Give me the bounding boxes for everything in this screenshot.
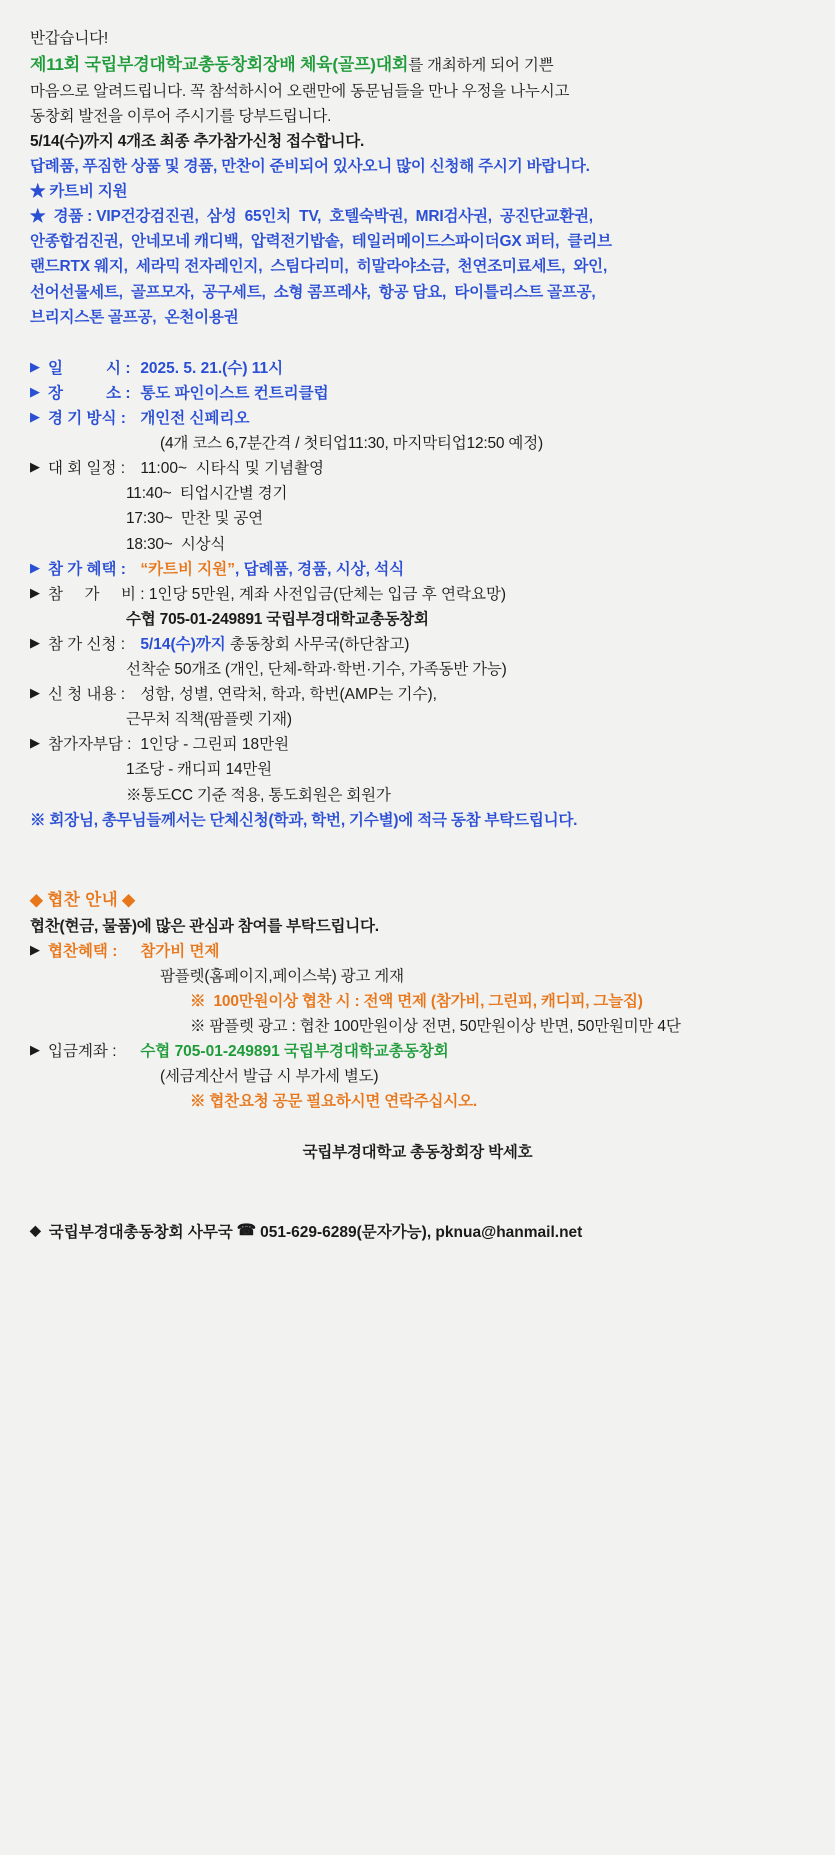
sponsor-doc-note: ※ 협찬요청 공문 필요하시면 연락주십시오. [190,1093,477,1111]
benefit-rest: , 답례품, 경품, 시상, 석식 [234,560,405,578]
schedule-block [48,456,805,481]
prize-line-4: 선어선물세트, 골프모자, 공구세트, 소형 콤프레샤, 항공 담요, 타이틀리스트 골프공, [30,283,596,301]
info-date-value: 2025. 5. 21.(수) 11시 [140,359,284,377]
apply-row [30,632,805,657]
footer-office: 국립부경대총동창회 사무국 [48,1223,233,1241]
benefit-quoted: “카트비 지원” [140,560,235,578]
cost-label: 참가자부담 : [48,736,132,754]
info-date [48,356,805,381]
apply-rest: 총동창회 사무국(하단참고) [225,635,410,653]
cost-sub-line-2: ※통도CC 기준 적용, 통도회원은 회원가 [126,786,391,804]
sponsor-full-exempt-line: ※ 100만원이상 협찬 시 : 전액 면제 (참가비, 그린피, 캐디피, 그늘집) [190,992,643,1010]
title-line [30,51,805,79]
account-block [48,1039,805,1064]
triangle-icon: ▶ [30,559,40,575]
content-value: 성함, 성별, 연락처, 학과, 학번(AMP는 기수), [140,686,437,704]
sponsor-header: 협찬 안내 [47,890,119,909]
triangle-icon: ▶ [30,408,40,424]
sponsor-ad-detail-line: ※ 팜플렛 광고 : 협찬 100만원이상 전면, 50만원이상 반면, 50만원미만 4단 [190,1017,681,1035]
cost-sub-line-1: 1조당 - 캐디피 14만원 [126,761,272,779]
info-place-value: 통도 파인이스트 컨트리클럽 [140,384,329,402]
info-row-place [30,381,805,406]
diamond-icon: ◆ [30,1222,41,1239]
schedule-item-2: 11:40~ 티업시간별 경기 [126,485,288,503]
spacer-after-prizes [30,330,805,356]
sponsor-header-row [30,887,805,914]
prize-line-5: 브리지스톤 골프공, 온천이용권 [30,308,239,326]
schedule-item-1: 11:00~ 시타식 및 기념촬영 [140,460,325,478]
content-label: 신 청 내용 : [48,686,126,704]
triangle-icon: ▶ [30,685,40,701]
prize-label: ★ 경품 : [30,208,93,226]
signature-line: 국립부경대학교 총동창회장 박세호 [302,1144,533,1162]
sponsor-benefit-label: 협찬혜택 : [48,942,118,960]
benefit-row [30,557,805,582]
info-format [48,406,805,431]
prize-line-1: VIP건강검진권, 삼성 65인치 TV, 호텔숙박권, MRI검사권, 공진단교환권, [96,208,593,226]
fee-value: 1인당 5만원, 계좌 사전입금(단체는 입금 후 연락요망) [148,585,507,603]
apply-block [48,632,805,657]
diamond-icon: ◆ [122,890,136,909]
course-note: (4개 코스 6,7분간격 / 첫티업11:30, 마지막티업12:50 예정) [160,435,543,453]
deadline-line: 5/14(수)까지 4개조 최종 추가참가신청 접수합니다. [30,132,365,150]
spacer-before-footer [30,1166,805,1220]
fee-block [48,582,805,607]
schedule-row [30,456,805,481]
spacer-before-signature [30,1114,805,1140]
info-format-value: 개인전 신페리오 [140,409,250,427]
schedule-item-4: 18:30~ 시상식 [126,535,226,553]
sponsor-benefit-value: 참가비 면제 [140,942,220,960]
title-rest: 를 개최하게 되어 기쁜 [408,57,554,75]
schedule-label: 대 회 일정 : [48,460,126,478]
fee-label: 참 가 비 : [48,585,145,603]
info-row-format [30,406,805,431]
triangle-icon: ▶ [30,941,40,957]
cost-block [48,732,805,757]
apply-label: 참 가 신청 : [48,635,126,653]
info-date-label: 일 시 : [48,359,131,377]
sponsor-benefit-block [48,939,805,964]
spacer-before-sponsor [30,833,805,887]
triangle-icon: ▶ [30,459,40,475]
info-place [48,381,805,406]
footer-contact [30,1220,805,1242]
intro-line-3: 동창회 발전을 이루어 주시기를 당부드립니다. [30,107,332,125]
prize-line-3: 랜드RTX 웨지, 세라믹 전자레인지, 스팀다리미, 히말라야소금, 천연조미료세트, 와인, [30,258,608,276]
info-row-date [30,356,805,381]
triangle-icon: ▶ [30,584,40,600]
tax-note-line: (세금계산서 발급 시 부가세 별도) [160,1068,379,1086]
triangle-icon: ▶ [30,634,40,650]
triangle-icon: ▶ [30,383,40,399]
triangle-icon: ▶ [30,1042,40,1058]
title-highlight: 제11회 국립부경대학교총동창회장배 체육(골프)대회 [30,55,409,75]
prize-header [30,204,805,229]
apply-sub-line: 선착순 50개조 (개인, 단체-학과·학번·기수, 가족동반 가능) [126,661,507,679]
fee-account-line: 수협 705-01-249891 국립부경대학교총동창회 [126,610,429,628]
info-place-label: 장 소 : [48,384,131,402]
triangle-icon: ▶ [30,358,40,374]
account-row [30,1039,805,1064]
fee-row [30,582,805,607]
sponsor-benefit-row [30,939,805,964]
cost-row [30,732,805,757]
benefit-label: 참 가 혜택 : [48,560,126,578]
prize-notice-line: 답례품, 푸짐한 상품 및 경품, 만찬이 준비되어 있사오니 많이 신청해 주시기 바랍니다. [30,157,590,175]
schedule-item-3: 17:30~ 만찬 및 공연 [126,510,263,528]
cost-value: 1인당 - 그린피 18만원 [140,736,290,754]
sponsor-intro: 협찬(현금, 물품)에 많은 관심과 참여를 부탁드립니다. [30,917,379,935]
content-sub-line: 근무처 직책(팜플렛 기재) [126,711,292,729]
info-format-label: 경 기 방식 : [48,409,126,427]
phone-icon: ☎ [236,1222,257,1240]
intro-line-2: 마음으로 알려드립니다. 꼭 참석하시어 오랜만에 동문님들을 만나 우정을 나누시고 [30,82,570,100]
triangle-icon: ▶ [30,735,40,751]
content-row [30,682,805,707]
apply-deadline: 5/14(수)까지 [140,635,226,653]
request-line: ※ 회장님, 총무님들께서는 단체신청(학과, 학번, 기수별)에 적극 동참 부탁드립니다. [30,811,578,829]
benefit-block [48,557,805,582]
prize-line-2: 안종합검진권, 안네모네 캐디백, 압력전기밥솥, 테일러메이드스파이더GX 퍼터, 클리브 [30,233,612,251]
diamond-icon: ◆ [30,890,44,909]
footer-phone: 051-629-6289(문자가능), pknua@hanmail.net [260,1223,583,1241]
content-block [48,682,805,707]
account-value: 수협 705-01-249891 국립부경대학교총동창회 [140,1043,449,1061]
star-cart-support: ★ 카트비 지원 [30,183,128,201]
sponsor-ad-line: 팜플렛(홈페이지,페이스북) 광고 게재 [160,967,404,985]
account-label: 입금계좌 : [48,1043,117,1061]
greeting-line: 반갑습니다! [30,30,108,47]
